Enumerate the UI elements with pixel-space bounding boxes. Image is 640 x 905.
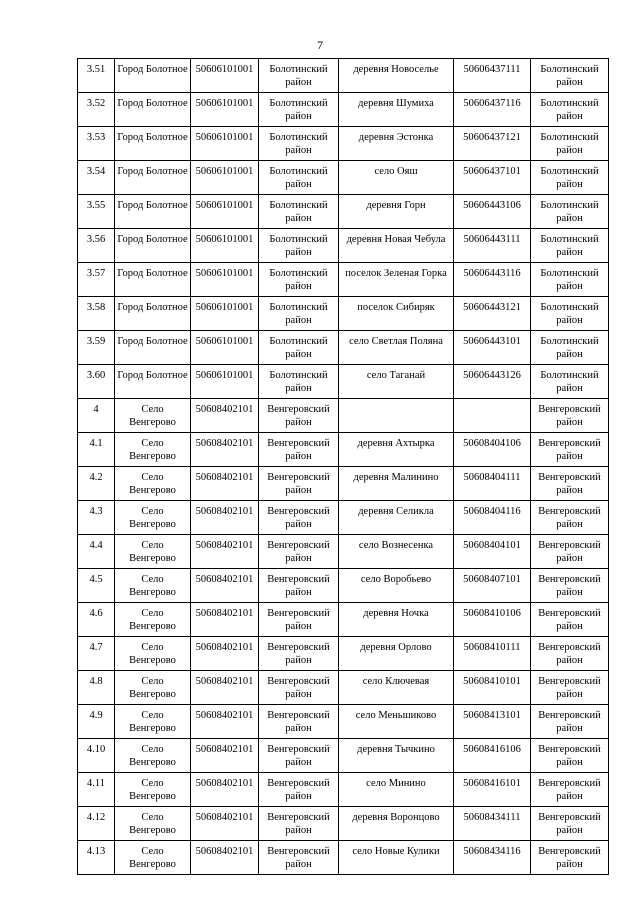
settlement-oktmo-cell: 50606443116 <box>454 263 531 297</box>
center-settlement-cell: Село Венгерово <box>115 467 191 501</box>
settlement-oktmo-cell <box>454 399 531 433</box>
settlement-name-cell: село Светлая Поляна <box>339 331 454 365</box>
center-settlement-cell: Село Венгерово <box>115 739 191 773</box>
center-oktmo-cell: 50608402101 <box>191 841 259 875</box>
settlement-registry-table <box>77 58 609 875</box>
settlement-name-cell: село Таганай <box>339 365 454 399</box>
table-row <box>78 671 609 705</box>
center-district-cell: Венгеровский район <box>259 501 339 535</box>
center-settlement-cell: Село Венгерово <box>115 535 191 569</box>
settlement-oktmo-cell: 50606437121 <box>454 127 531 161</box>
settlement-oktmo-cell: 50608404101 <box>454 535 531 569</box>
center-settlement-cell: Город Болотное <box>115 195 191 229</box>
row-number-cell: 3.58 <box>78 297 115 331</box>
settlement-district-cell: Венгеровский район <box>531 501 609 535</box>
settlement-oktmo-cell: 50608434116 <box>454 841 531 875</box>
center-settlement-cell: Город Болотное <box>115 297 191 331</box>
table-row <box>78 195 609 229</box>
settlement-name-cell: село Ключевая <box>339 671 454 705</box>
settlement-name-cell: село Минино <box>339 773 454 807</box>
center-district-cell: Болотинский район <box>259 365 339 399</box>
settlement-name-cell: поселок Сибиряк <box>339 297 454 331</box>
center-district-cell: Болотинский район <box>259 127 339 161</box>
center-settlement-cell: Село Венгерово <box>115 773 191 807</box>
row-number-cell: 3.53 <box>78 127 115 161</box>
settlement-district-cell: Венгеровский район <box>531 637 609 671</box>
center-district-cell: Болотинский район <box>259 161 339 195</box>
settlement-oktmo-cell: 50606437116 <box>454 93 531 127</box>
center-oktmo-cell: 50606101001 <box>191 93 259 127</box>
center-oktmo-cell: 50608402101 <box>191 739 259 773</box>
settlement-name-cell: деревня Ночка <box>339 603 454 637</box>
center-district-cell: Венгеровский район <box>259 535 339 569</box>
settlement-oktmo-cell: 50608410111 <box>454 637 531 671</box>
settlement-name-cell: деревня Тычкино <box>339 739 454 773</box>
table-row <box>78 569 609 603</box>
center-oktmo-cell: 50608402101 <box>191 535 259 569</box>
settlement-district-cell: Болотинский район <box>531 59 609 93</box>
center-district-cell: Венгеровский район <box>259 807 339 841</box>
table-row <box>78 93 609 127</box>
row-number-cell: 4.1 <box>78 433 115 467</box>
table-row <box>78 535 609 569</box>
settlement-oktmo-cell: 50606443121 <box>454 297 531 331</box>
settlement-oktmo-cell: 50608404106 <box>454 433 531 467</box>
center-settlement-cell: Село Венгерово <box>115 807 191 841</box>
settlement-oktmo-cell: 50608434111 <box>454 807 531 841</box>
center-district-cell: Венгеровский район <box>259 739 339 773</box>
center-district-cell: Венгеровский район <box>259 603 339 637</box>
settlement-name-cell: село Меньшиково <box>339 705 454 739</box>
settlement-name-cell: деревня Воронцово <box>339 807 454 841</box>
settlement-district-cell: Венгеровский район <box>531 773 609 807</box>
center-district-cell: Венгеровский район <box>259 637 339 671</box>
table-row <box>78 637 609 671</box>
settlement-district-cell: Болотинский район <box>531 263 609 297</box>
settlement-name-cell: поселок Зеленая Горка <box>339 263 454 297</box>
center-district-cell: Венгеровский район <box>259 773 339 807</box>
settlement-name-cell: деревня Эстонка <box>339 127 454 161</box>
settlement-district-cell: Болотинский район <box>531 195 609 229</box>
center-settlement-cell: Город Болотное <box>115 93 191 127</box>
center-settlement-cell: Село Венгерово <box>115 501 191 535</box>
center-oktmo-cell: 50606101001 <box>191 263 259 297</box>
center-district-cell: Венгеровский район <box>259 433 339 467</box>
center-settlement-cell: Город Болотное <box>115 331 191 365</box>
settlement-district-cell: Венгеровский район <box>531 705 609 739</box>
settlement-oktmo-cell: 50608416101 <box>454 773 531 807</box>
settlement-district-cell: Болотинский район <box>531 331 609 365</box>
settlement-district-cell: Болотинский район <box>531 365 609 399</box>
settlement-oktmo-cell: 50608404111 <box>454 467 531 501</box>
center-settlement-cell: Село Венгерово <box>115 433 191 467</box>
center-district-cell: Венгеровский район <box>259 467 339 501</box>
settlement-oktmo-cell: 50606437111 <box>454 59 531 93</box>
settlement-district-cell: Болотинский район <box>531 297 609 331</box>
settlement-name-cell: село Вознесенка <box>339 535 454 569</box>
settlement-district-cell: Венгеровский район <box>531 739 609 773</box>
center-oktmo-cell: 50608402101 <box>191 773 259 807</box>
settlement-district-cell: Болотинский район <box>531 127 609 161</box>
table-row <box>78 467 609 501</box>
row-number-cell: 4.8 <box>78 671 115 705</box>
row-number-cell: 3.55 <box>78 195 115 229</box>
settlement-district-cell: Венгеровский район <box>531 807 609 841</box>
table-row <box>78 501 609 535</box>
center-oktmo-cell: 50608402101 <box>191 603 259 637</box>
row-number-cell: 4.3 <box>78 501 115 535</box>
settlement-oktmo-cell: 50608407101 <box>454 569 531 603</box>
settlement-name-cell: село Новые Кулики <box>339 841 454 875</box>
settlement-name-cell <box>339 399 454 433</box>
settlement-district-cell: Венгеровский район <box>531 467 609 501</box>
center-settlement-cell: Город Болотное <box>115 365 191 399</box>
table-row <box>78 331 609 365</box>
table-row <box>78 603 609 637</box>
table-row <box>78 807 609 841</box>
center-oktmo-cell: 50608402101 <box>191 807 259 841</box>
table-body <box>78 59 609 875</box>
center-settlement-cell: Село Венгерово <box>115 399 191 433</box>
table-row <box>78 297 609 331</box>
center-oktmo-cell: 50608402101 <box>191 399 259 433</box>
table-row <box>78 59 609 93</box>
settlement-district-cell: Венгеровский район <box>531 399 609 433</box>
settlement-name-cell: деревня Ахтырка <box>339 433 454 467</box>
center-oktmo-cell: 50606101001 <box>191 195 259 229</box>
center-district-cell: Венгеровский район <box>259 841 339 875</box>
settlement-oktmo-cell: 50608410106 <box>454 603 531 637</box>
center-settlement-cell: Село Венгерово <box>115 569 191 603</box>
center-district-cell: Венгеровский район <box>259 705 339 739</box>
table-row <box>78 399 609 433</box>
settlement-district-cell: Болотинский район <box>531 229 609 263</box>
settlement-district-cell: Венгеровский район <box>531 433 609 467</box>
row-number-cell: 4.9 <box>78 705 115 739</box>
center-settlement-cell: Город Болотное <box>115 229 191 263</box>
settlement-name-cell: деревня Горн <box>339 195 454 229</box>
center-district-cell: Венгеровский район <box>259 671 339 705</box>
row-number-cell: 3.60 <box>78 365 115 399</box>
row-number-cell: 3.51 <box>78 59 115 93</box>
center-oktmo-cell: 50608402101 <box>191 671 259 705</box>
row-number-cell: 3.56 <box>78 229 115 263</box>
row-number-cell: 4.13 <box>78 841 115 875</box>
center-district-cell: Болотинский район <box>259 263 339 297</box>
settlement-oktmo-cell: 50606443126 <box>454 365 531 399</box>
table-row <box>78 161 609 195</box>
center-district-cell: Венгеровский район <box>259 569 339 603</box>
center-district-cell: Болотинский район <box>259 229 339 263</box>
settlement-district-cell: Болотинский район <box>531 161 609 195</box>
row-number-cell: 4 <box>78 399 115 433</box>
center-oktmo-cell: 50608402101 <box>191 501 259 535</box>
settlement-oktmo-cell: 50606443111 <box>454 229 531 263</box>
settlement-name-cell: село Ояш <box>339 161 454 195</box>
center-settlement-cell: Город Болотное <box>115 127 191 161</box>
center-district-cell: Болотинский район <box>259 195 339 229</box>
table-row <box>78 433 609 467</box>
center-settlement-cell: Село Венгерово <box>115 705 191 739</box>
settlement-name-cell: деревня Новая Чебула <box>339 229 454 263</box>
center-oktmo-cell: 50606101001 <box>191 127 259 161</box>
center-settlement-cell: Село Венгерово <box>115 841 191 875</box>
center-oktmo-cell: 50608402101 <box>191 467 259 501</box>
row-number-cell: 4.5 <box>78 569 115 603</box>
center-district-cell: Болотинский район <box>259 93 339 127</box>
settlement-name-cell: деревня Малинино <box>339 467 454 501</box>
row-number-cell: 3.59 <box>78 331 115 365</box>
table-row <box>78 773 609 807</box>
page-number: 7 <box>317 38 323 52</box>
settlement-oktmo-cell: 50606437101 <box>454 161 531 195</box>
center-district-cell: Болотинский район <box>259 59 339 93</box>
settlement-district-cell: Венгеровский район <box>531 671 609 705</box>
table-row <box>78 263 609 297</box>
center-oktmo-cell: 50608402101 <box>191 433 259 467</box>
center-settlement-cell: Город Болотное <box>115 161 191 195</box>
row-number-cell: 4.6 <box>78 603 115 637</box>
row-number-cell: 4.7 <box>78 637 115 671</box>
table-row <box>78 705 609 739</box>
settlement-oktmo-cell: 50608416106 <box>454 739 531 773</box>
center-oktmo-cell: 50608402101 <box>191 569 259 603</box>
center-oktmo-cell: 50606101001 <box>191 161 259 195</box>
settlement-name-cell: село Воробьево <box>339 569 454 603</box>
settlement-oktmo-cell: 50606443106 <box>454 195 531 229</box>
settlement-name-cell: деревня Шумиха <box>339 93 454 127</box>
settlement-oktmo-cell: 50608404116 <box>454 501 531 535</box>
center-settlement-cell: Село Венгерово <box>115 603 191 637</box>
center-oktmo-cell: 50608402101 <box>191 637 259 671</box>
table-row <box>78 739 609 773</box>
settlement-oktmo-cell: 50608413101 <box>454 705 531 739</box>
settlement-district-cell: Болотинский район <box>531 93 609 127</box>
center-oktmo-cell: 50606101001 <box>191 365 259 399</box>
settlement-district-cell: Венгеровский район <box>531 841 609 875</box>
row-number-cell: 3.54 <box>78 161 115 195</box>
center-oktmo-cell: 50606101001 <box>191 297 259 331</box>
row-number-cell: 3.52 <box>78 93 115 127</box>
center-oktmo-cell: 50606101001 <box>191 229 259 263</box>
settlement-oktmo-cell: 50608410101 <box>454 671 531 705</box>
settlement-district-cell: Венгеровский район <box>531 603 609 637</box>
center-district-cell: Венгеровский район <box>259 399 339 433</box>
center-settlement-cell: Город Болотное <box>115 59 191 93</box>
center-oktmo-cell: 50608402101 <box>191 705 259 739</box>
settlement-name-cell: деревня Орлово <box>339 637 454 671</box>
table-row <box>78 229 609 263</box>
row-number-cell: 4.12 <box>78 807 115 841</box>
center-settlement-cell: Село Венгерово <box>115 637 191 671</box>
settlement-name-cell: деревня Новоселье <box>339 59 454 93</box>
table-row <box>78 365 609 399</box>
center-district-cell: Болотинский район <box>259 331 339 365</box>
row-number-cell: 4.4 <box>78 535 115 569</box>
row-number-cell: 4.11 <box>78 773 115 807</box>
row-number-cell: 4.2 <box>78 467 115 501</box>
settlement-oktmo-cell: 50606443101 <box>454 331 531 365</box>
center-oktmo-cell: 50606101001 <box>191 59 259 93</box>
center-settlement-cell: Село Венгерово <box>115 671 191 705</box>
row-number-cell: 4.10 <box>78 739 115 773</box>
settlement-district-cell: Венгеровский район <box>531 569 609 603</box>
center-settlement-cell: Город Болотное <box>115 263 191 297</box>
center-district-cell: Болотинский район <box>259 297 339 331</box>
row-number-cell: 3.57 <box>78 263 115 297</box>
table-row <box>78 841 609 875</box>
settlement-district-cell: Венгеровский район <box>531 535 609 569</box>
center-oktmo-cell: 50606101001 <box>191 331 259 365</box>
table-row <box>78 127 609 161</box>
settlement-name-cell: деревня Селикла <box>339 501 454 535</box>
